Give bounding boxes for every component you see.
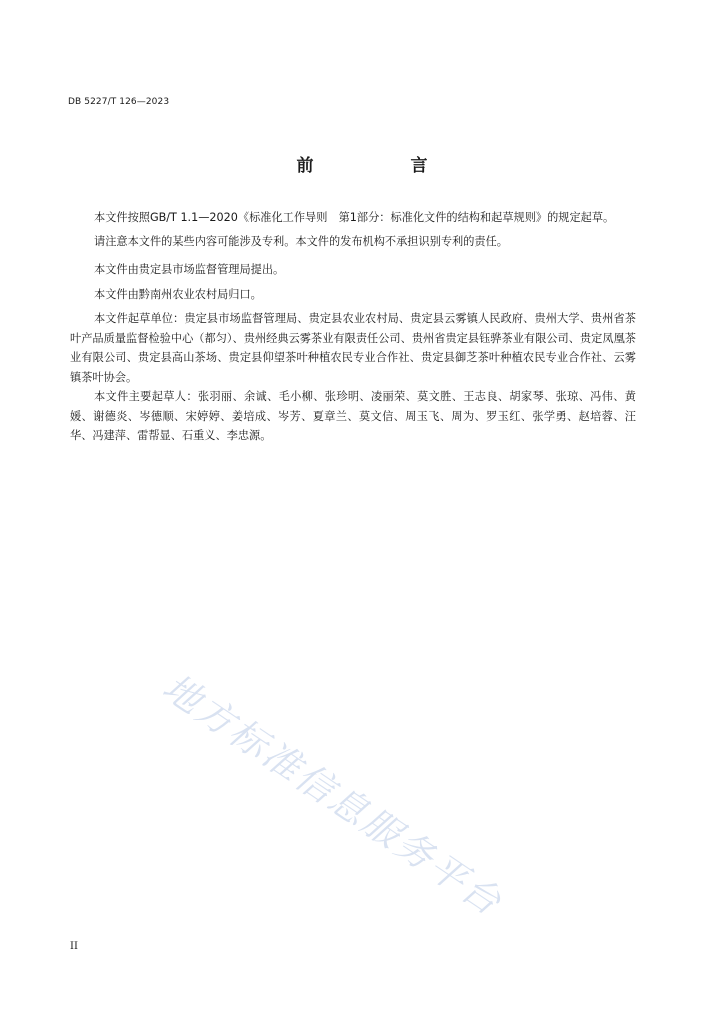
paragraph-centralized-unit: 本文件由黔南州农业农村局归口。 (94, 287, 262, 301)
page-title: 前 言 (296, 156, 468, 176)
page-number: II (70, 941, 78, 952)
paragraph-drafting-units: 本文件起草单位：贵定县市场监督管理局、贵定县农业农村局、贵定县云雾镇人民政府、贵州大学、贵州省茶叶产品质量监督检验中心（都匀）、贵州经典云雾茶业有限责任公司、贵州省贵定县钰骅茶业有限公司、贵定凤凰茶业有限公司、贵定县高山茶场、贵定县仰望茶叶种植农民专业合作社、贵定县御芝茶叶种植农民专业合作社、云雾镇茶叶协会。 (70, 312, 636, 384)
foreword-body (70, 208, 636, 446)
standard-code: DB 5227/T 126—2023 (68, 97, 170, 107)
paragraph-drafting-rule: 本文件按照GB/T 1.1—2020《标准化工作导则 第1部分：标准化文件的结构和起草规则》的规定起草。 (94, 211, 615, 224)
paragraph-proposer: 本文件由贵定县市场监督管理局提出。 (94, 263, 285, 276)
paragraph-patent-notice: 请注意本文件的某些内容可能涉及专利。本文件的发布机构不承担识别专利的责任。 (94, 234, 508, 248)
paragraph-main-drafters: 本文件主要起草人：张羽丽、余诚、毛小柳、张珍明、凌丽荣、莫文胜、王志良、胡家琴、张琼、冯伟、黄媛、谢德炎、岑德顺、宋婷婷、姜培成、岑芳、夏章兰、莫文信、周玉飞、周为、罗玉红、张学勇、赵培蓉、汪华、冯建萍、雷帮显、石重义、李忠源。 (70, 390, 636, 442)
watermark-text: 地方标准信息服务平台 (154, 665, 511, 925)
